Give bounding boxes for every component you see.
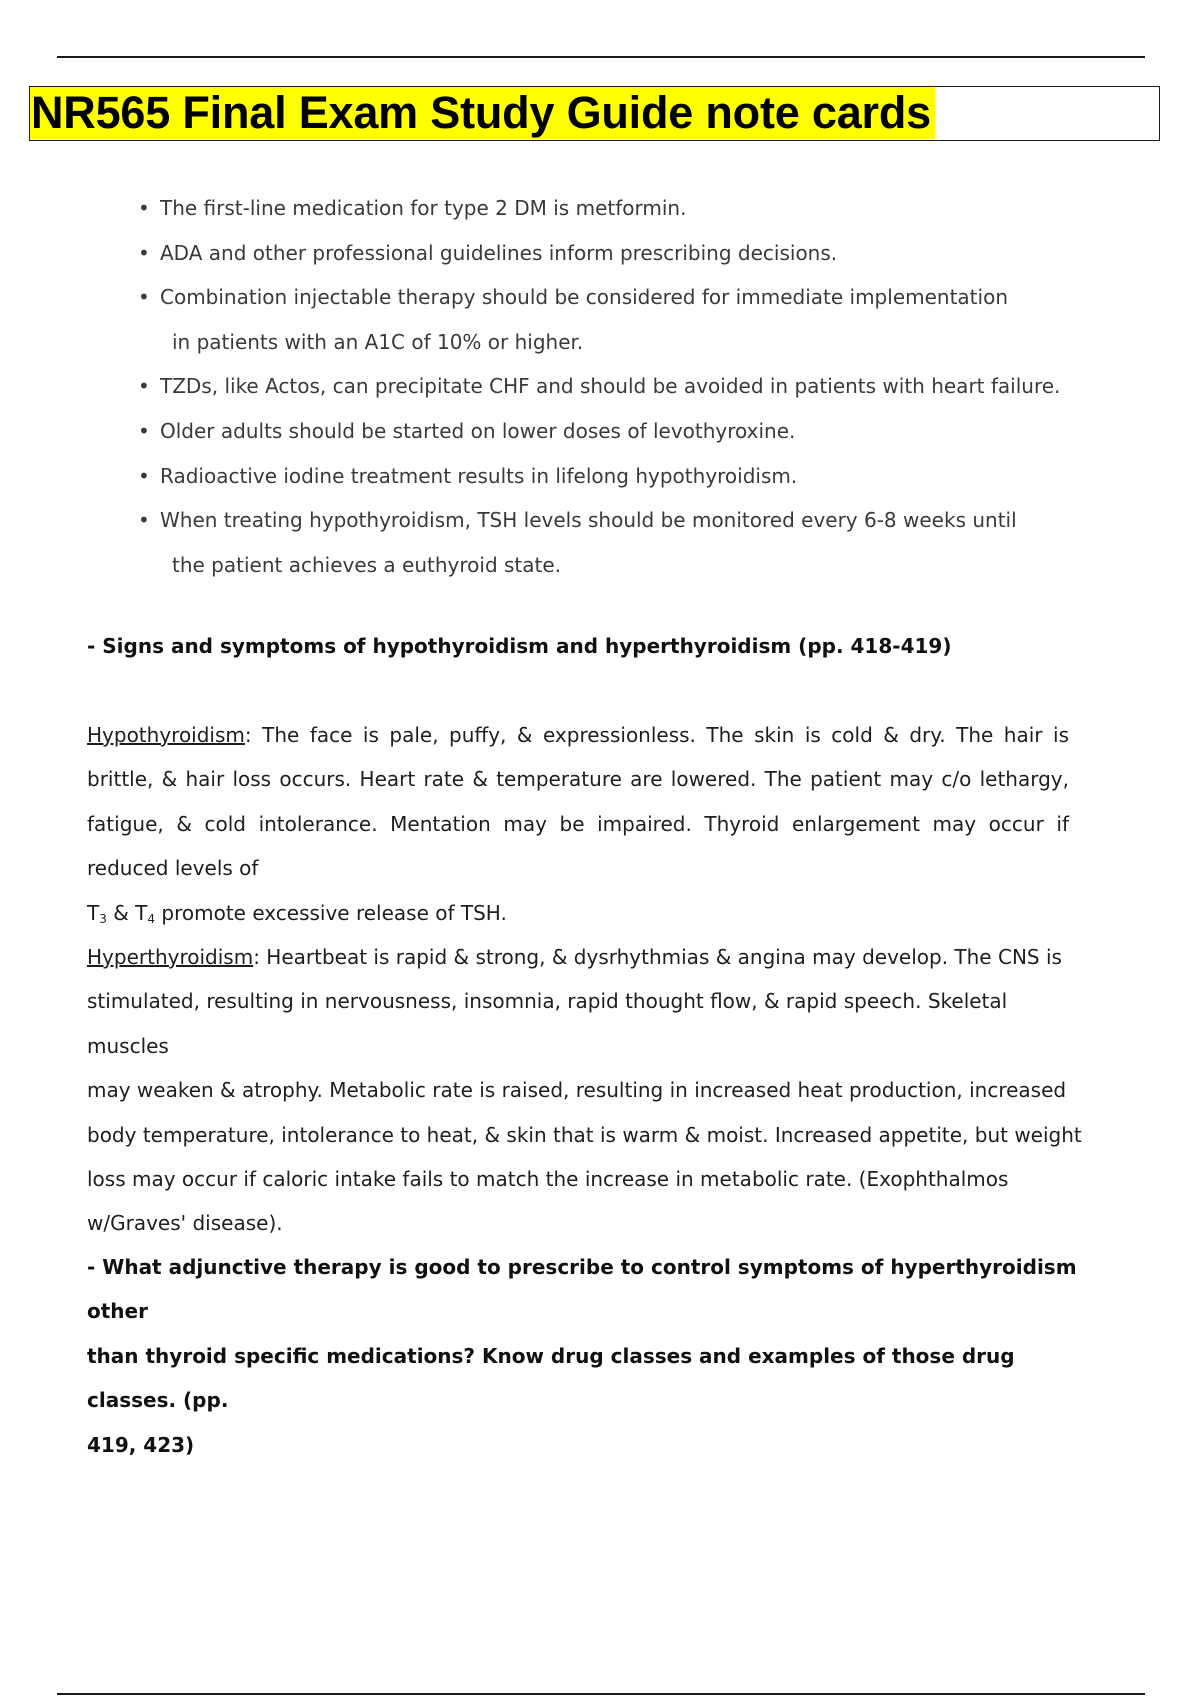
section-heading-signs-symptoms: - Signs and symptoms of hypothyroidism and hyperthyroidism (pp. 418-419) <box>87 634 952 658</box>
hyperthyroidism-paragraph: Hyperthyroidism: Heartbeat is rapid & strong, & dysrhythmias & angina may develop. The CNS is stimulated, resulting in nervousness, insomnia, rapid thought flow, & rapid speech. Skeletal muscles may weaken & atrophy. Metabolic rate is raised, resulting in increased heat production, increased body temperature, intolerance to heat, & skin that is warm & moist. Increased appetite, but weight loss may occur if caloric intake fails to match the increase in metabolic rate. (Exophthalmos w/Graves' disease). <box>87 945 1082 1236</box>
bullet-icon: • <box>138 196 150 220</box>
list-item: • The first-line medication for type 2 DM is metformin. <box>160 186 1120 231</box>
bullet-icon: • <box>138 418 150 443</box>
footer-rule <box>57 1693 1145 1695</box>
hyperthyroidism-label: Hyperthyroidism <box>87 945 254 969</box>
bullet-icon: • <box>138 285 150 310</box>
hypothyroidism-paragraph: Hypothyroidism: The face is pale, puffy, & expressionless. The skin is cold & dry. The hair is brittle, & hair loss occurs. Heart rate & temperature are lowered. The patient may c/o lethargy, fatigue, & cold intolerance. Mentation may be impaired. Thyroid enlargement may occur if reduced levels of $T_3$ & $T_4$ promote excessive release of TSH. <box>87 723 1069 926</box>
bullet-icon: • <box>138 374 150 399</box>
list-item: • Combination injectable therapy should be considered for immediate implementation in patients with an A1C of 10% or higher. <box>160 275 1120 364</box>
list-item: • When treating hypothyroidism, TSH levels should be monitored every 6-8 weeks until the patient achieves a euthyroid state. <box>160 498 1120 587</box>
bullet-icon: • <box>138 240 150 265</box>
title-box <box>29 86 1160 141</box>
bullet-icon: • <box>138 508 150 533</box>
bullet-icon: • <box>138 463 150 488</box>
key-points-list <box>138 186 1120 587</box>
list-item: • ADA and other professional guidelines inform prescribing decisions. <box>160 231 1120 276</box>
section-heading-adjunctive-therapy: - What adjunctive therapy is good to prescribe to control symptoms of hyperthyroidism other than thyroid specific medications? Know drug classes and examples of those drug classes. (pp. 419, 423) <box>87 1255 1077 1457</box>
hypothyroidism-label: Hypothyroidism <box>87 723 245 747</box>
page-title: NR565 Final Exam Study Guide note cards <box>30 87 935 139</box>
list-item: • Older adults should be started on lower doses of levothyroxine. <box>160 409 1120 454</box>
header-rule <box>57 56 1145 58</box>
list-item: • Radioactive iodine treatment results in lifelong hypothyroidism. <box>160 454 1120 499</box>
list-item: • TZDs, like Actos, can precipitate CHF and should be avoided in patients with heart failure. <box>160 364 1120 409</box>
